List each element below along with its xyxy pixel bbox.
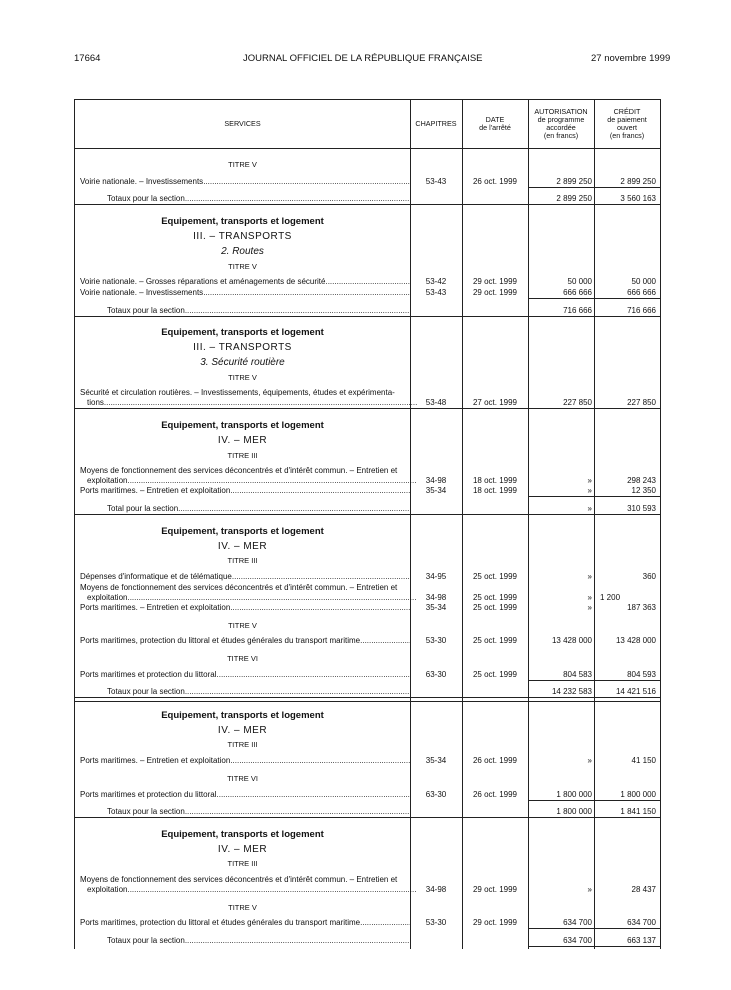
page-number: 17664 <box>74 53 101 64</box>
titre-heading: TITRE VI <box>227 774 258 783</box>
titre-heading: TITRE III <box>227 556 258 565</box>
section-heading: III. – TRANSPORTS <box>193 342 292 353</box>
ministry-heading: Equipement, transports et logement <box>161 420 324 431</box>
titre-heading: TITRE V <box>228 621 257 630</box>
titre-heading: TITRE III <box>227 740 258 749</box>
ministry-heading: Equipement, transports et logement <box>161 216 324 227</box>
titre-heading: TITRE V <box>228 373 257 382</box>
ministry-heading: Equipement, transports et logement <box>161 327 324 338</box>
ministry-heading: Equipement, transports et logement <box>161 526 324 537</box>
section-heading: IV. – MER <box>217 725 268 736</box>
column-header-date: DATE de l'arrêté <box>479 115 511 132</box>
section-heading: III. – TRANSPORTS <box>193 231 292 242</box>
titre-heading: TITRE V <box>228 262 257 271</box>
ministry-heading: Equipement, transports et logement <box>161 710 324 721</box>
titre-heading: TITRE V <box>228 160 257 169</box>
titre-heading: TITRE III <box>227 451 258 460</box>
column-divider <box>462 100 463 949</box>
titre-heading: TITRE V <box>228 903 257 912</box>
column-divider <box>594 100 595 949</box>
subsection-heading: 2. Routes <box>221 246 264 257</box>
column-divider <box>410 100 411 949</box>
column-header-chapitres: CHAPITRES <box>415 119 457 128</box>
column-divider <box>528 100 529 949</box>
header-separator <box>75 148 660 149</box>
credits-table: SERVICES CHAPITRES DATE de l'arrêté AUTORISATION de programme accordée (en francs) CRÉDIT de paiement ouvert (en francs) TITRE V Voirie nationale. – Investissements ..... 53-43 26 oct. 1999 2 899 250 2 899 250 Totaux pour la section ..... 2 899 250 3 560 163 Equipement, transports et logement III. – TRANSPORTS 2. Routes TITRE V Voirie nationale. – Grosses réparations et aménagements de sécurité ..... 53-42 29 oct. 1999 50 000 50 000 Voirie nationale. – Investissements ..... 53-43 29 oct. 1999 666 666 666 666 Totaux pour la section ..... 716 666 716 666 Equipement, transports et logement III. – TRANSPORTS 3. Sécurité routière TITRE V Sécurité et circulation routières. – Investissements, équipements, études et expérimenta- tions ..... 53-48 27 oct. 1999 227 850 227 850 Equipement, transports et logement IV. – MER TITRE III Moyens de fonctionnement des services déconcentrés et d'intérêt commun. – Entretien et exploitation ..... 34-98 18 oct. 1999 » 298 243 Ports maritimes. – Entretien et exploitation ..... 35-34 18 oct. 1999 » 12 350 Total pour la section ..... » 310 593 Equipement, transports et logement IV. – MER TITRE III Dépenses d'informatique et de télématique ..... 34-95 25 oct. 1999 » 360 Moyens de fonctionnement des services déconcentrés et d'intérêt commun. – Entretien et exploitation ..... 34-98 25 oct. 1999 » 1 200 Ports maritimes. – Entretien et exploitation ..... 35-34 25 oct. 1999 » 187 363 TITRE V Ports maritimes, protection du littoral et études générales du transport maritime ..... 53-30 25 oct. 1999 13 428 000 13 428 000 TITRE VI Ports maritimes et protection du littoral ..... 63-30 25 oct. 1999 804 583 804 593 Totaux pour la section ..... 14 232 583 14 421 516 Equipement, transports et logement IV. – MER TITRE III Ports maritimes. – Entretien et exploitation ..... 35-34 26 oct. 1999 » 41 150 TITRE VI Ports maritimes et protection du littoral ..... 63-30 26 oct. 1999 1 800 000 1 800 000 Totaux pour la section ..... 1 800 000 1 841 150 Equipement, transports et logement IV. – MER TITRE III Moyens de fonctionnement des services déconcentrés et d'intérêt commun. – Entretien et exploitation ..... 34-98 29 oct. 1999 » 28 437 TITRE V Ports maritimes, protection du littoral et études générales du transport maritime ..... 53-30 29 oct. 1999 634 700 634 700 Totaux pour la section ..... 634 700 663 137 <box>74 99 661 949</box>
section-heading: IV. – MER <box>217 435 268 446</box>
titre-heading: TITRE VI <box>227 654 258 663</box>
titre-heading: TITRE III <box>227 859 258 868</box>
column-header-credit: CRÉDIT de paiement ouvert (en francs) <box>607 107 647 140</box>
header-date: 27 novembre 1999 <box>591 53 671 64</box>
ministry-heading: Equipement, transports et logement <box>161 829 324 840</box>
column-header-services: SERVICES <box>224 119 261 128</box>
section-heading: IV. – MER <box>217 844 268 855</box>
section-heading: IV. – MER <box>217 541 268 552</box>
column-header-autorisation: AUTORISATION de programme accordée (en francs) <box>534 107 588 140</box>
subsection-heading: 3. Sécurité routière <box>200 357 285 368</box>
journal-title: JOURNAL OFFICIEL DE LA RÉPUBLIQUE FRANÇAISE <box>243 53 483 64</box>
